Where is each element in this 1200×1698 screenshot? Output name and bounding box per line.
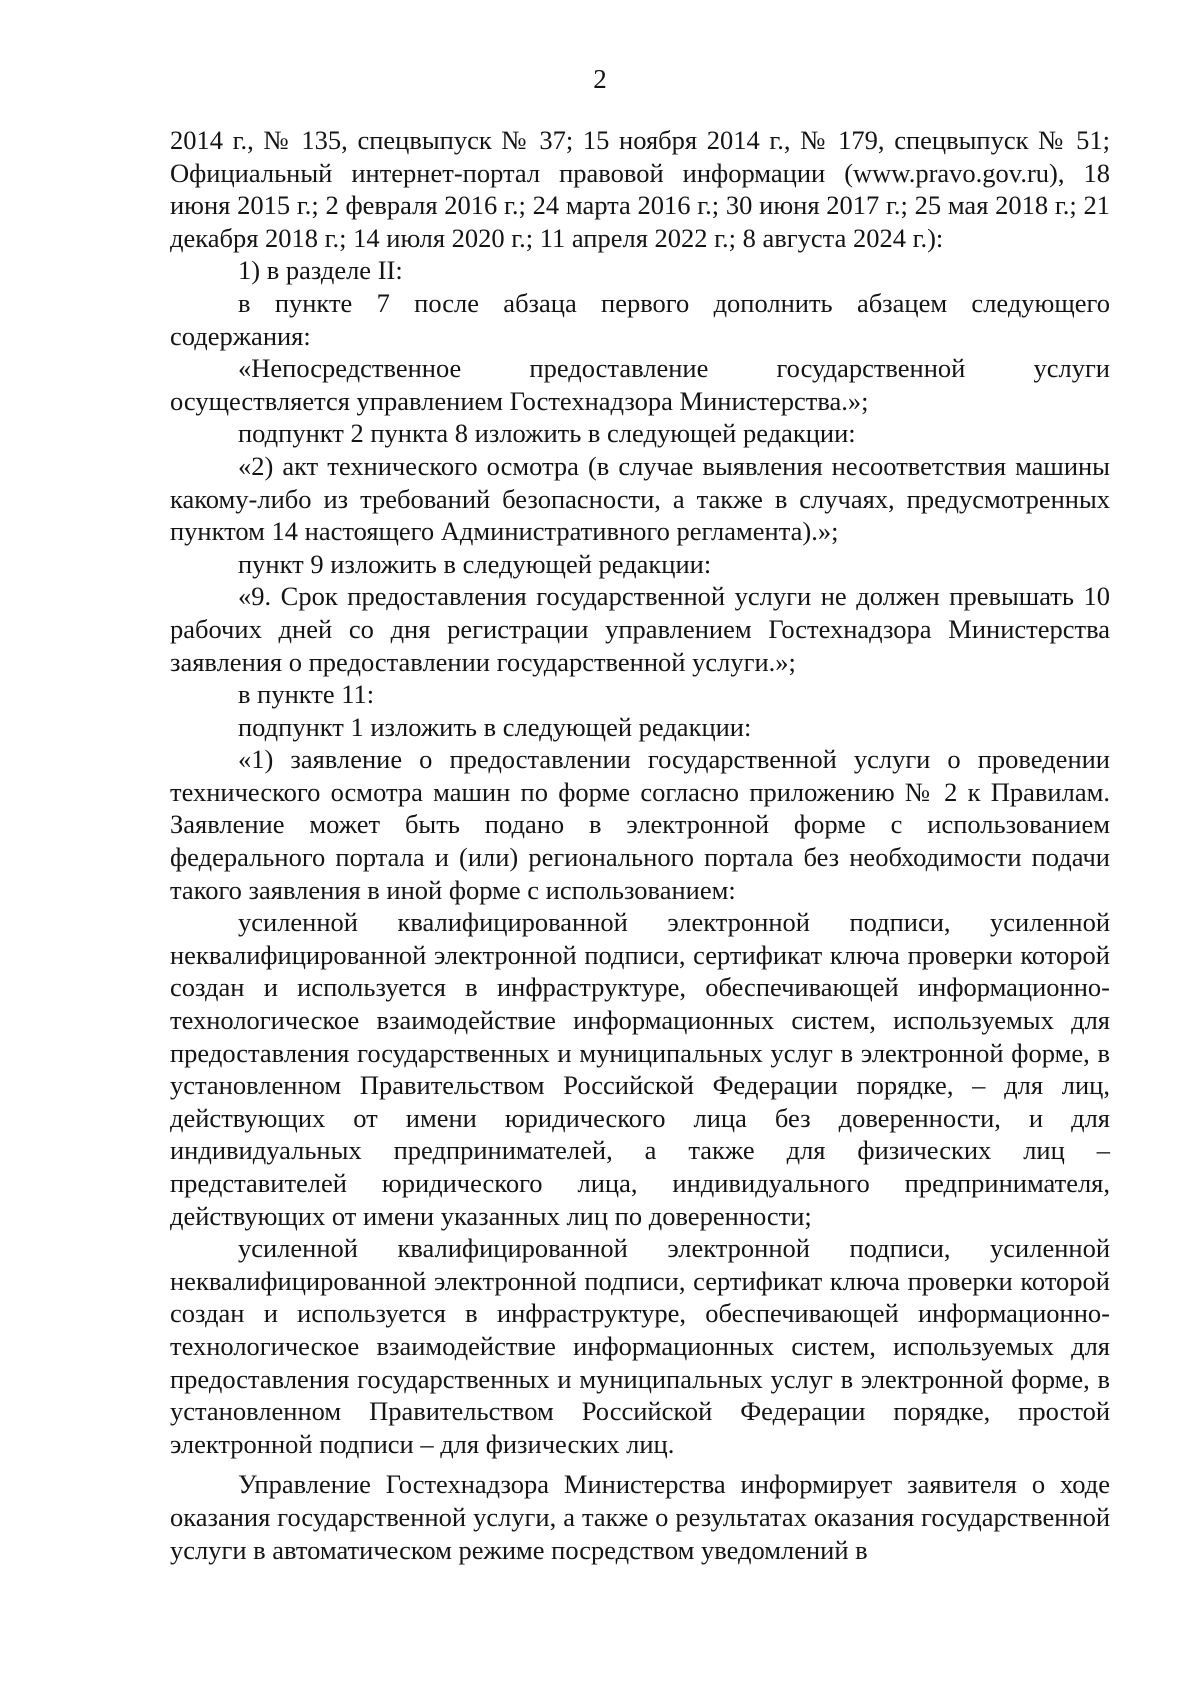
paragraph: подпункт 2 пункта 8 изложить в следующей редакции: xyxy=(238,418,856,449)
document-body xyxy=(170,124,1110,1566)
page-number: 2 xyxy=(593,64,607,94)
paragraph: «1) заявление о предоставлении государственной услуги о проведении технического осмотра машин по форме согласно приложению № 2 к Правилам. Заявление может быть подано в электронной форме с использованием федерального портала и (или) регионального портала без необходимости подачи такого заявления в иной форме с использованием: xyxy=(170,744,1110,905)
paragraph: в пункте 11: xyxy=(238,679,375,710)
paragraph: «Непосредственное предоставление государственной услуги осуществляется управлением Гостехнадзора Министерства.»; xyxy=(170,353,1110,416)
paragraph: «9. Срок предоставления государственной услуги не должен превышать 10 рабочих дней со дня регистрации управлением Гостехнадзора Министерства заявления о предоставлении государственной услуги.»; xyxy=(170,581,1110,677)
paragraph: усиленной квалифицированной электронной подписи, усиленной неквалифицированной электронной подписи, сертификат ключа проверки которой создан и используется в инфраструктуре, обеспечивающей информационно-технологическое взаимодействие информационных систем, используемых для предоставления государственных и муниципальных услуг в электронной форме, в установленном Правительством Российской Федерации порядке, – для лиц, действующих от имени юридического лица без доверенности, и для индивидуальных предпринимателей, а также для физических лиц – представителей юридического лица, индивидуального предпринимателя, действующих от имени указанных лиц по доверенности; xyxy=(170,907,1110,1231)
paragraph: «2) акт технического осмотра (в случае выявления несоответствия машины какому-либо из требований безопасности, а также в случаях, предусмотренных пунктом 14 настоящего Административного регламента).»; xyxy=(170,450,1110,547)
paragraph: пункт 9 изложить в следующей редакции: xyxy=(238,548,712,579)
paragraph: в пункте 7 после абзаца первого дополнить абзацем следующего содержания: xyxy=(170,287,1110,351)
paragraph: усиленной квалифицированной электронной подписи, усиленной неквалифицированной электронной подписи, сертификат ключа проверки которой создан и используется в инфраструктуре, обеспечивающей информационно-технологическое взаимодействие информационных систем, используемых для предоставления государственных и муниципальных услуг в электронной форме, в установленном Правительством Российской Федерации порядке, простой электронной подписи – для физических лиц. xyxy=(170,1233,1110,1459)
paragraph: 2014 г., № 135, спецвыпуск № 37; 15 ноября 2014 г., № 179, спецвыпуск № 51; Официальный интернет-портал правовой информации (www.pravo.gov.ru), 18 июня 2015 г.; 2 февраля 2016 г.; 24 марта 2016 г.; 30 июня 2017 г.; 25 мая 2018 г.; 21 декабря 2018 г.; 14 июля 2020 г.; 11 апреля 2022 г.; 8 августа 2024 г.): xyxy=(170,125,1110,253)
paragraph: Управление Гостехнадзора Министерства информирует заявителя о ходе оказания государственной услуги, а также о результатах оказания государственной услуги в автоматическом режиме посредством уведомлений в xyxy=(170,1469,1110,1565)
paragraph: подпункт 1 изложить в следующей редакции: xyxy=(238,711,752,742)
paragraph: 1) в разделе II: xyxy=(238,255,403,286)
